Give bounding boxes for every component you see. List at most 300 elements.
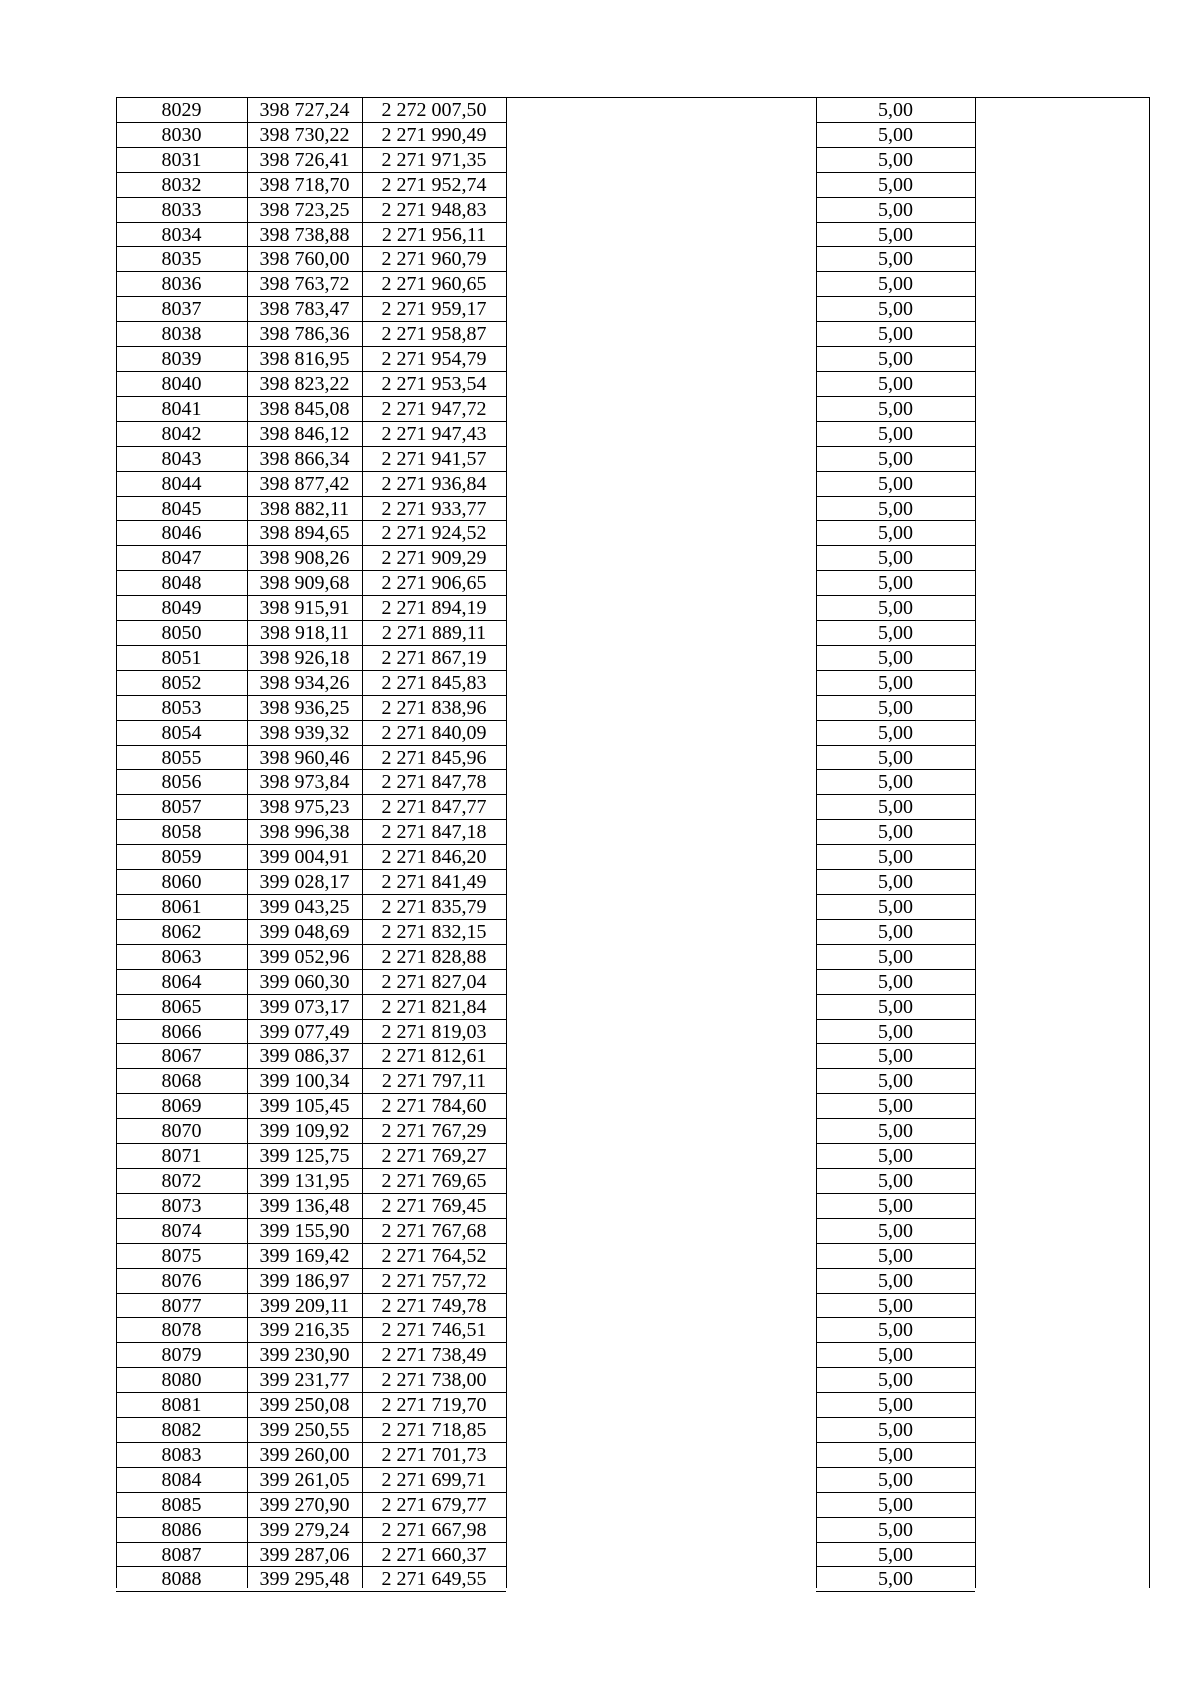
point-number-cell: 8030 bbox=[161, 123, 202, 146]
x-coordinate-cell: 398 816,95 bbox=[259, 348, 350, 371]
point-number-cell: 8036 bbox=[161, 273, 202, 296]
x-coordinate-cell: 399 270,90 bbox=[259, 1493, 350, 1516]
table-row bbox=[116, 1294, 1149, 1319]
table-row bbox=[116, 1567, 1149, 1592]
x-coordinate-cell: 399 048,69 bbox=[259, 920, 350, 943]
y-coordinate-cell: 2 271 847,77 bbox=[381, 796, 487, 819]
table-row bbox=[116, 1244, 1149, 1269]
y-coordinate-cell: 2 271 828,88 bbox=[381, 945, 487, 968]
y-coordinate-cell: 2 271 832,15 bbox=[381, 920, 487, 943]
x-coordinate-cell: 399 109,92 bbox=[259, 1120, 350, 1143]
y-coordinate-cell: 2 271 699,71 bbox=[381, 1468, 487, 1491]
point-number-cell: 8065 bbox=[161, 995, 202, 1018]
point-number-cell: 8067 bbox=[161, 1045, 202, 1068]
y-coordinate-cell: 2 271 924,52 bbox=[381, 522, 487, 545]
accuracy-cell: 5,00 bbox=[878, 821, 913, 844]
point-number-cell: 8064 bbox=[161, 970, 202, 993]
y-coordinate-cell: 2 271 784,60 bbox=[381, 1095, 487, 1118]
table-row bbox=[116, 895, 1149, 920]
accuracy-cell: 5,00 bbox=[878, 1443, 913, 1466]
x-coordinate-cell: 399 077,49 bbox=[259, 1020, 350, 1043]
accuracy-cell: 5,00 bbox=[878, 522, 913, 545]
y-coordinate-cell: 2 271 649,55 bbox=[381, 1568, 487, 1591]
table-row bbox=[116, 272, 1149, 297]
x-coordinate-cell: 399 279,24 bbox=[259, 1518, 350, 1541]
point-number-cell: 8047 bbox=[161, 547, 202, 570]
y-coordinate-cell: 2 271 941,57 bbox=[381, 447, 487, 470]
accuracy-cell: 5,00 bbox=[878, 1394, 913, 1417]
point-number-cell: 8075 bbox=[161, 1244, 202, 1267]
table-row bbox=[116, 1144, 1149, 1169]
point-number-cell: 8063 bbox=[161, 945, 202, 968]
accuracy-cell: 5,00 bbox=[878, 1120, 913, 1143]
y-coordinate-cell: 2 271 960,79 bbox=[381, 248, 487, 271]
point-number-cell: 8031 bbox=[161, 148, 202, 171]
y-coordinate-cell: 2 271 797,11 bbox=[381, 1070, 487, 1093]
point-number-cell: 8045 bbox=[161, 497, 202, 520]
point-number-cell: 8055 bbox=[161, 746, 202, 769]
y-coordinate-cell: 2 271 846,20 bbox=[381, 846, 487, 869]
x-coordinate-cell: 398 936,25 bbox=[259, 696, 350, 719]
accuracy-cell: 5,00 bbox=[878, 1194, 913, 1217]
y-coordinate-cell: 2 271 847,78 bbox=[381, 771, 487, 794]
x-coordinate-cell: 398 909,68 bbox=[259, 572, 350, 595]
point-number-cell: 8040 bbox=[161, 372, 202, 395]
accuracy-cell: 5,00 bbox=[878, 746, 913, 769]
table-row bbox=[116, 347, 1149, 372]
y-coordinate-cell: 2 271 954,79 bbox=[381, 348, 487, 371]
x-coordinate-cell: 398 915,91 bbox=[259, 597, 350, 620]
point-number-cell: 8078 bbox=[161, 1319, 202, 1342]
x-coordinate-cell: 398 823,22 bbox=[259, 372, 350, 395]
table-row bbox=[116, 447, 1149, 472]
table-row bbox=[116, 173, 1149, 198]
y-coordinate-cell: 2 271 959,17 bbox=[381, 298, 487, 321]
y-coordinate-cell: 2 271 894,19 bbox=[381, 597, 487, 620]
point-number-cell: 8046 bbox=[161, 522, 202, 545]
point-number-cell: 8039 bbox=[161, 348, 202, 371]
x-coordinate-cell: 399 052,96 bbox=[259, 945, 350, 968]
point-number-cell: 8051 bbox=[161, 646, 202, 669]
accuracy-cell: 5,00 bbox=[878, 1294, 913, 1317]
y-coordinate-cell: 2 271 947,72 bbox=[381, 397, 487, 420]
table-row bbox=[116, 646, 1149, 671]
point-number-cell: 8056 bbox=[161, 771, 202, 794]
point-number-cell: 8087 bbox=[161, 1543, 202, 1566]
x-coordinate-cell: 398 786,36 bbox=[259, 323, 350, 346]
point-number-cell: 8048 bbox=[161, 572, 202, 595]
x-coordinate-cell: 399 261,05 bbox=[259, 1468, 350, 1491]
table-row bbox=[116, 1543, 1149, 1568]
point-number-cell: 8074 bbox=[161, 1219, 202, 1242]
point-number-cell: 8029 bbox=[161, 99, 202, 121]
accuracy-cell: 5,00 bbox=[878, 1219, 913, 1242]
y-coordinate-cell: 2 271 960,65 bbox=[381, 273, 487, 296]
y-coordinate-cell: 2 271 847,18 bbox=[381, 821, 487, 844]
point-number-cell: 8041 bbox=[161, 397, 202, 420]
x-coordinate-cell: 398 718,70 bbox=[259, 173, 350, 196]
point-number-cell: 8054 bbox=[161, 721, 202, 744]
y-coordinate-cell: 2 271 990,49 bbox=[381, 123, 487, 146]
point-number-cell: 8073 bbox=[161, 1194, 202, 1217]
x-coordinate-cell: 398 723,25 bbox=[259, 198, 350, 221]
point-number-cell: 8061 bbox=[161, 896, 202, 918]
x-coordinate-cell: 399 060,30 bbox=[259, 970, 350, 993]
point-number-cell: 8035 bbox=[161, 248, 202, 271]
point-number-cell: 8038 bbox=[161, 323, 202, 346]
accuracy-cell: 5,00 bbox=[878, 622, 913, 645]
x-coordinate-cell: 398 730,22 bbox=[259, 123, 350, 146]
accuracy-cell: 5,00 bbox=[878, 945, 913, 968]
y-coordinate-cell: 2 271 701,73 bbox=[381, 1443, 487, 1466]
accuracy-cell: 5,00 bbox=[878, 572, 913, 595]
table-row bbox=[116, 1418, 1149, 1443]
point-number-cell: 8076 bbox=[161, 1269, 202, 1292]
y-coordinate-cell: 2 271 660,37 bbox=[381, 1543, 487, 1566]
x-coordinate-cell: 398 975,23 bbox=[259, 796, 350, 819]
table-row bbox=[116, 247, 1149, 272]
x-coordinate-cell: 399 086,37 bbox=[259, 1045, 350, 1068]
accuracy-cell: 5,00 bbox=[878, 846, 913, 869]
y-coordinate-cell: 2 271 838,96 bbox=[381, 696, 487, 719]
y-coordinate-cell: 2 271 936,84 bbox=[381, 472, 487, 495]
point-number-cell: 8060 bbox=[161, 871, 202, 894]
table-row bbox=[116, 297, 1149, 322]
x-coordinate-cell: 399 100,34 bbox=[259, 1070, 350, 1093]
y-coordinate-cell: 2 271 827,04 bbox=[381, 970, 487, 993]
y-coordinate-cell: 2 271 909,29 bbox=[381, 547, 487, 570]
table-row bbox=[116, 98, 1149, 123]
table-row bbox=[116, 1493, 1149, 1518]
y-coordinate-cell: 2 271 835,79 bbox=[381, 896, 487, 918]
y-coordinate-cell: 2 271 819,03 bbox=[381, 1020, 487, 1043]
y-coordinate-cell: 2 271 845,96 bbox=[381, 746, 487, 769]
y-coordinate-cell: 2 271 679,77 bbox=[381, 1493, 487, 1516]
point-number-cell: 8077 bbox=[161, 1294, 202, 1317]
x-coordinate-cell: 399 260,00 bbox=[259, 1443, 350, 1466]
accuracy-cell: 5,00 bbox=[878, 1543, 913, 1566]
table-row bbox=[116, 422, 1149, 447]
point-number-cell: 8072 bbox=[161, 1169, 202, 1192]
accuracy-cell: 5,00 bbox=[878, 1493, 913, 1516]
x-coordinate-cell: 399 136,48 bbox=[259, 1194, 350, 1217]
y-coordinate-cell: 2 271 956,11 bbox=[381, 223, 487, 246]
table-row bbox=[116, 571, 1149, 596]
x-coordinate-cell: 398 894,65 bbox=[259, 522, 350, 545]
point-number-cell: 8044 bbox=[161, 472, 202, 495]
table-row bbox=[116, 1119, 1149, 1144]
accuracy-cell: 5,00 bbox=[878, 995, 913, 1018]
x-coordinate-cell: 399 287,06 bbox=[259, 1543, 350, 1566]
accuracy-cell: 5,00 bbox=[878, 223, 913, 246]
x-coordinate-cell: 399 028,17 bbox=[259, 871, 350, 894]
y-coordinate-cell: 2 271 767,68 bbox=[381, 1219, 487, 1242]
table-row bbox=[116, 372, 1149, 397]
x-coordinate-cell: 399 125,75 bbox=[259, 1145, 350, 1168]
accuracy-cell: 5,00 bbox=[878, 871, 913, 894]
table-row bbox=[116, 920, 1149, 945]
accuracy-cell: 5,00 bbox=[878, 646, 913, 669]
x-coordinate-cell: 398 973,84 bbox=[259, 771, 350, 794]
x-coordinate-cell: 398 960,46 bbox=[259, 746, 350, 769]
x-coordinate-cell: 399 169,42 bbox=[259, 1244, 350, 1267]
accuracy-cell: 5,00 bbox=[878, 422, 913, 445]
table-row bbox=[116, 1069, 1149, 1094]
y-coordinate-cell: 2 271 952,74 bbox=[381, 173, 487, 196]
table-row bbox=[116, 1094, 1149, 1119]
y-coordinate-cell: 2 271 821,84 bbox=[381, 995, 487, 1018]
accuracy-cell: 5,00 bbox=[878, 696, 913, 719]
point-number-cell: 8086 bbox=[161, 1518, 202, 1541]
x-coordinate-cell: 398 845,08 bbox=[259, 397, 350, 420]
accuracy-cell: 5,00 bbox=[878, 323, 913, 346]
table-row bbox=[116, 795, 1149, 820]
table-row bbox=[116, 198, 1149, 223]
point-number-cell: 8071 bbox=[161, 1145, 202, 1168]
x-coordinate-cell: 398 882,11 bbox=[259, 497, 350, 520]
y-coordinate-cell: 2 271 889,11 bbox=[381, 622, 487, 645]
x-coordinate-cell: 399 250,55 bbox=[259, 1419, 350, 1442]
point-number-cell: 8070 bbox=[161, 1120, 202, 1143]
x-coordinate-cell: 399 073,17 bbox=[259, 995, 350, 1018]
table-row bbox=[116, 1368, 1149, 1393]
y-coordinate-cell: 2 271 906,65 bbox=[381, 572, 487, 595]
point-number-cell: 8052 bbox=[161, 671, 202, 694]
y-coordinate-cell: 2 271 948,83 bbox=[381, 198, 487, 221]
y-coordinate-cell: 2 271 719,70 bbox=[381, 1394, 487, 1417]
accuracy-cell: 5,00 bbox=[878, 1518, 913, 1541]
y-coordinate-cell: 2 271 812,61 bbox=[381, 1045, 487, 1068]
table-row bbox=[116, 123, 1149, 148]
x-coordinate-cell: 399 105,45 bbox=[259, 1095, 350, 1118]
accuracy-cell: 5,00 bbox=[878, 298, 913, 321]
point-number-cell: 8082 bbox=[161, 1419, 202, 1442]
y-coordinate-cell: 2 271 958,87 bbox=[381, 323, 487, 346]
point-number-cell: 8084 bbox=[161, 1468, 202, 1491]
x-coordinate-cell: 399 155,90 bbox=[259, 1219, 350, 1242]
table-row bbox=[116, 472, 1149, 497]
y-coordinate-cell: 2 271 840,09 bbox=[381, 721, 487, 744]
x-coordinate-cell: 398 760,00 bbox=[259, 248, 350, 271]
y-coordinate-cell: 2 271 867,19 bbox=[381, 646, 487, 669]
y-coordinate-cell: 2 271 738,49 bbox=[381, 1344, 487, 1367]
y-coordinate-cell: 2 271 769,27 bbox=[381, 1145, 487, 1168]
table-row bbox=[116, 671, 1149, 696]
accuracy-cell: 5,00 bbox=[878, 721, 913, 744]
x-coordinate-cell: 399 216,35 bbox=[259, 1319, 350, 1342]
accuracy-cell: 5,00 bbox=[878, 1244, 913, 1267]
accuracy-cell: 5,00 bbox=[878, 1020, 913, 1043]
table-row bbox=[116, 223, 1149, 248]
accuracy-cell: 5,00 bbox=[878, 1070, 913, 1093]
y-coordinate-cell: 2 271 749,78 bbox=[381, 1294, 487, 1317]
y-coordinate-cell: 2 271 738,00 bbox=[381, 1369, 487, 1392]
point-number-cell: 8066 bbox=[161, 1020, 202, 1043]
table-body bbox=[116, 98, 1149, 1592]
accuracy-cell: 5,00 bbox=[878, 447, 913, 470]
x-coordinate-cell: 399 231,77 bbox=[259, 1369, 350, 1392]
table-row bbox=[116, 596, 1149, 621]
accuracy-cell: 5,00 bbox=[878, 472, 913, 495]
row-border bbox=[816, 1591, 975, 1592]
point-number-cell: 8032 bbox=[161, 173, 202, 196]
y-coordinate-cell: 2 272 007,50 bbox=[381, 99, 487, 121]
accuracy-cell: 5,00 bbox=[878, 372, 913, 395]
table-row bbox=[116, 1044, 1149, 1069]
table-row bbox=[116, 546, 1149, 571]
accuracy-cell: 5,00 bbox=[878, 771, 913, 794]
x-coordinate-cell: 398 939,32 bbox=[259, 721, 350, 744]
table-row bbox=[116, 970, 1149, 995]
y-coordinate-cell: 2 271 764,52 bbox=[381, 1244, 487, 1267]
x-coordinate-cell: 398 934,26 bbox=[259, 671, 350, 694]
x-coordinate-cell: 398 918,11 bbox=[259, 622, 350, 645]
x-coordinate-cell: 398 763,72 bbox=[259, 273, 350, 296]
accuracy-cell: 5,00 bbox=[878, 1045, 913, 1068]
table-row bbox=[116, 1518, 1149, 1543]
accuracy-cell: 5,00 bbox=[878, 198, 913, 221]
x-coordinate-cell: 398 877,42 bbox=[259, 472, 350, 495]
table-row bbox=[116, 845, 1149, 870]
table-row bbox=[116, 397, 1149, 422]
accuracy-cell: 5,00 bbox=[878, 99, 913, 121]
table-row bbox=[116, 1343, 1149, 1368]
y-coordinate-cell: 2 271 757,72 bbox=[381, 1269, 487, 1292]
accuracy-cell: 5,00 bbox=[878, 1169, 913, 1192]
table-row bbox=[116, 696, 1149, 721]
x-coordinate-cell: 398 846,12 bbox=[259, 422, 350, 445]
table-row bbox=[116, 746, 1149, 771]
accuracy-cell: 5,00 bbox=[878, 1468, 913, 1491]
table-row bbox=[116, 995, 1149, 1020]
y-coordinate-cell: 2 271 667,98 bbox=[381, 1518, 487, 1541]
accuracy-cell: 5,00 bbox=[878, 920, 913, 943]
point-number-cell: 8050 bbox=[161, 622, 202, 645]
accuracy-cell: 5,00 bbox=[878, 1419, 913, 1442]
y-coordinate-cell: 2 271 947,43 bbox=[381, 422, 487, 445]
x-coordinate-cell: 399 131,95 bbox=[259, 1169, 350, 1192]
accuracy-cell: 5,00 bbox=[878, 1145, 913, 1168]
point-number-cell: 8053 bbox=[161, 696, 202, 719]
x-coordinate-cell: 398 726,41 bbox=[259, 148, 350, 171]
point-number-cell: 8081 bbox=[161, 1394, 202, 1417]
table-row bbox=[116, 497, 1149, 522]
x-coordinate-cell: 399 043,25 bbox=[259, 896, 350, 918]
point-number-cell: 8043 bbox=[161, 447, 202, 470]
accuracy-cell: 5,00 bbox=[878, 1369, 913, 1392]
table-row bbox=[116, 945, 1149, 970]
y-coordinate-cell: 2 271 718,85 bbox=[381, 1419, 487, 1442]
point-number-cell: 8079 bbox=[161, 1344, 202, 1367]
table-row bbox=[116, 621, 1149, 646]
x-coordinate-cell: 398 926,18 bbox=[259, 646, 350, 669]
x-coordinate-cell: 399 295,48 bbox=[259, 1568, 350, 1591]
x-coordinate-cell: 398 727,24 bbox=[259, 99, 350, 121]
y-coordinate-cell: 2 271 841,49 bbox=[381, 871, 487, 894]
table-row bbox=[116, 148, 1149, 173]
point-number-cell: 8062 bbox=[161, 920, 202, 943]
table-row bbox=[116, 1020, 1149, 1045]
point-number-cell: 8088 bbox=[161, 1568, 202, 1591]
accuracy-cell: 5,00 bbox=[878, 273, 913, 296]
accuracy-cell: 5,00 bbox=[878, 497, 913, 520]
point-number-cell: 8083 bbox=[161, 1443, 202, 1466]
x-coordinate-cell: 399 186,97 bbox=[259, 1269, 350, 1292]
point-number-cell: 8037 bbox=[161, 298, 202, 321]
accuracy-cell: 5,00 bbox=[878, 173, 913, 196]
accuracy-cell: 5,00 bbox=[878, 970, 913, 993]
accuracy-cell: 5,00 bbox=[878, 1095, 913, 1118]
table-row bbox=[116, 1468, 1149, 1493]
table-row bbox=[116, 1443, 1149, 1468]
table-row bbox=[116, 521, 1149, 546]
accuracy-cell: 5,00 bbox=[878, 547, 913, 570]
y-coordinate-cell: 2 271 769,45 bbox=[381, 1194, 487, 1217]
point-number-cell: 8058 bbox=[161, 821, 202, 844]
x-coordinate-cell: 399 209,11 bbox=[259, 1294, 350, 1317]
y-coordinate-cell: 2 271 746,51 bbox=[381, 1319, 487, 1342]
x-coordinate-cell: 399 230,90 bbox=[259, 1344, 350, 1367]
table-row bbox=[116, 1219, 1149, 1244]
y-coordinate-cell: 2 271 933,77 bbox=[381, 497, 487, 520]
point-number-cell: 8069 bbox=[161, 1095, 202, 1118]
point-number-cell: 8068 bbox=[161, 1070, 202, 1093]
table-row bbox=[116, 1194, 1149, 1219]
table-row bbox=[116, 770, 1149, 795]
point-number-cell: 8033 bbox=[161, 198, 202, 221]
x-coordinate-cell: 398 783,47 bbox=[259, 298, 350, 321]
point-number-cell: 8049 bbox=[161, 597, 202, 620]
row-border bbox=[116, 1591, 506, 1592]
table-row bbox=[116, 820, 1149, 845]
point-number-cell: 8080 bbox=[161, 1369, 202, 1392]
accuracy-cell: 5,00 bbox=[878, 1344, 913, 1367]
accuracy-cell: 5,00 bbox=[878, 248, 913, 271]
y-coordinate-cell: 2 271 845,83 bbox=[381, 671, 487, 694]
accuracy-cell: 5,00 bbox=[878, 1568, 913, 1591]
table-row bbox=[116, 322, 1149, 347]
accuracy-cell: 5,00 bbox=[878, 1269, 913, 1292]
table-row bbox=[116, 870, 1149, 895]
point-number-cell: 8042 bbox=[161, 422, 202, 445]
y-coordinate-cell: 2 271 953,54 bbox=[381, 372, 487, 395]
accuracy-cell: 5,00 bbox=[878, 148, 913, 171]
accuracy-cell: 5,00 bbox=[878, 348, 913, 371]
table-row bbox=[116, 1169, 1149, 1194]
table-row bbox=[116, 1269, 1149, 1294]
accuracy-cell: 5,00 bbox=[878, 397, 913, 420]
table-row bbox=[116, 1318, 1149, 1343]
accuracy-cell: 5,00 bbox=[878, 1319, 913, 1342]
point-number-cell: 8057 bbox=[161, 796, 202, 819]
x-coordinate-cell: 398 738,88 bbox=[259, 223, 350, 246]
y-coordinate-cell: 2 271 769,65 bbox=[381, 1169, 487, 1192]
x-coordinate-cell: 398 908,26 bbox=[259, 547, 350, 570]
accuracy-cell: 5,00 bbox=[878, 796, 913, 819]
x-coordinate-cell: 398 996,38 bbox=[259, 821, 350, 844]
coordinates-table bbox=[116, 97, 1150, 1591]
accuracy-cell: 5,00 bbox=[878, 597, 913, 620]
point-number-cell: 8059 bbox=[161, 846, 202, 869]
x-coordinate-cell: 399 004,91 bbox=[259, 846, 350, 869]
point-number-cell: 8085 bbox=[161, 1493, 202, 1516]
x-coordinate-cell: 398 866,34 bbox=[259, 447, 350, 470]
y-coordinate-cell: 2 271 971,35 bbox=[381, 148, 487, 171]
accuracy-cell: 5,00 bbox=[878, 123, 913, 146]
y-coordinate-cell: 2 271 767,29 bbox=[381, 1120, 487, 1143]
point-number-cell: 8034 bbox=[161, 223, 202, 246]
x-coordinate-cell: 399 250,08 bbox=[259, 1394, 350, 1417]
